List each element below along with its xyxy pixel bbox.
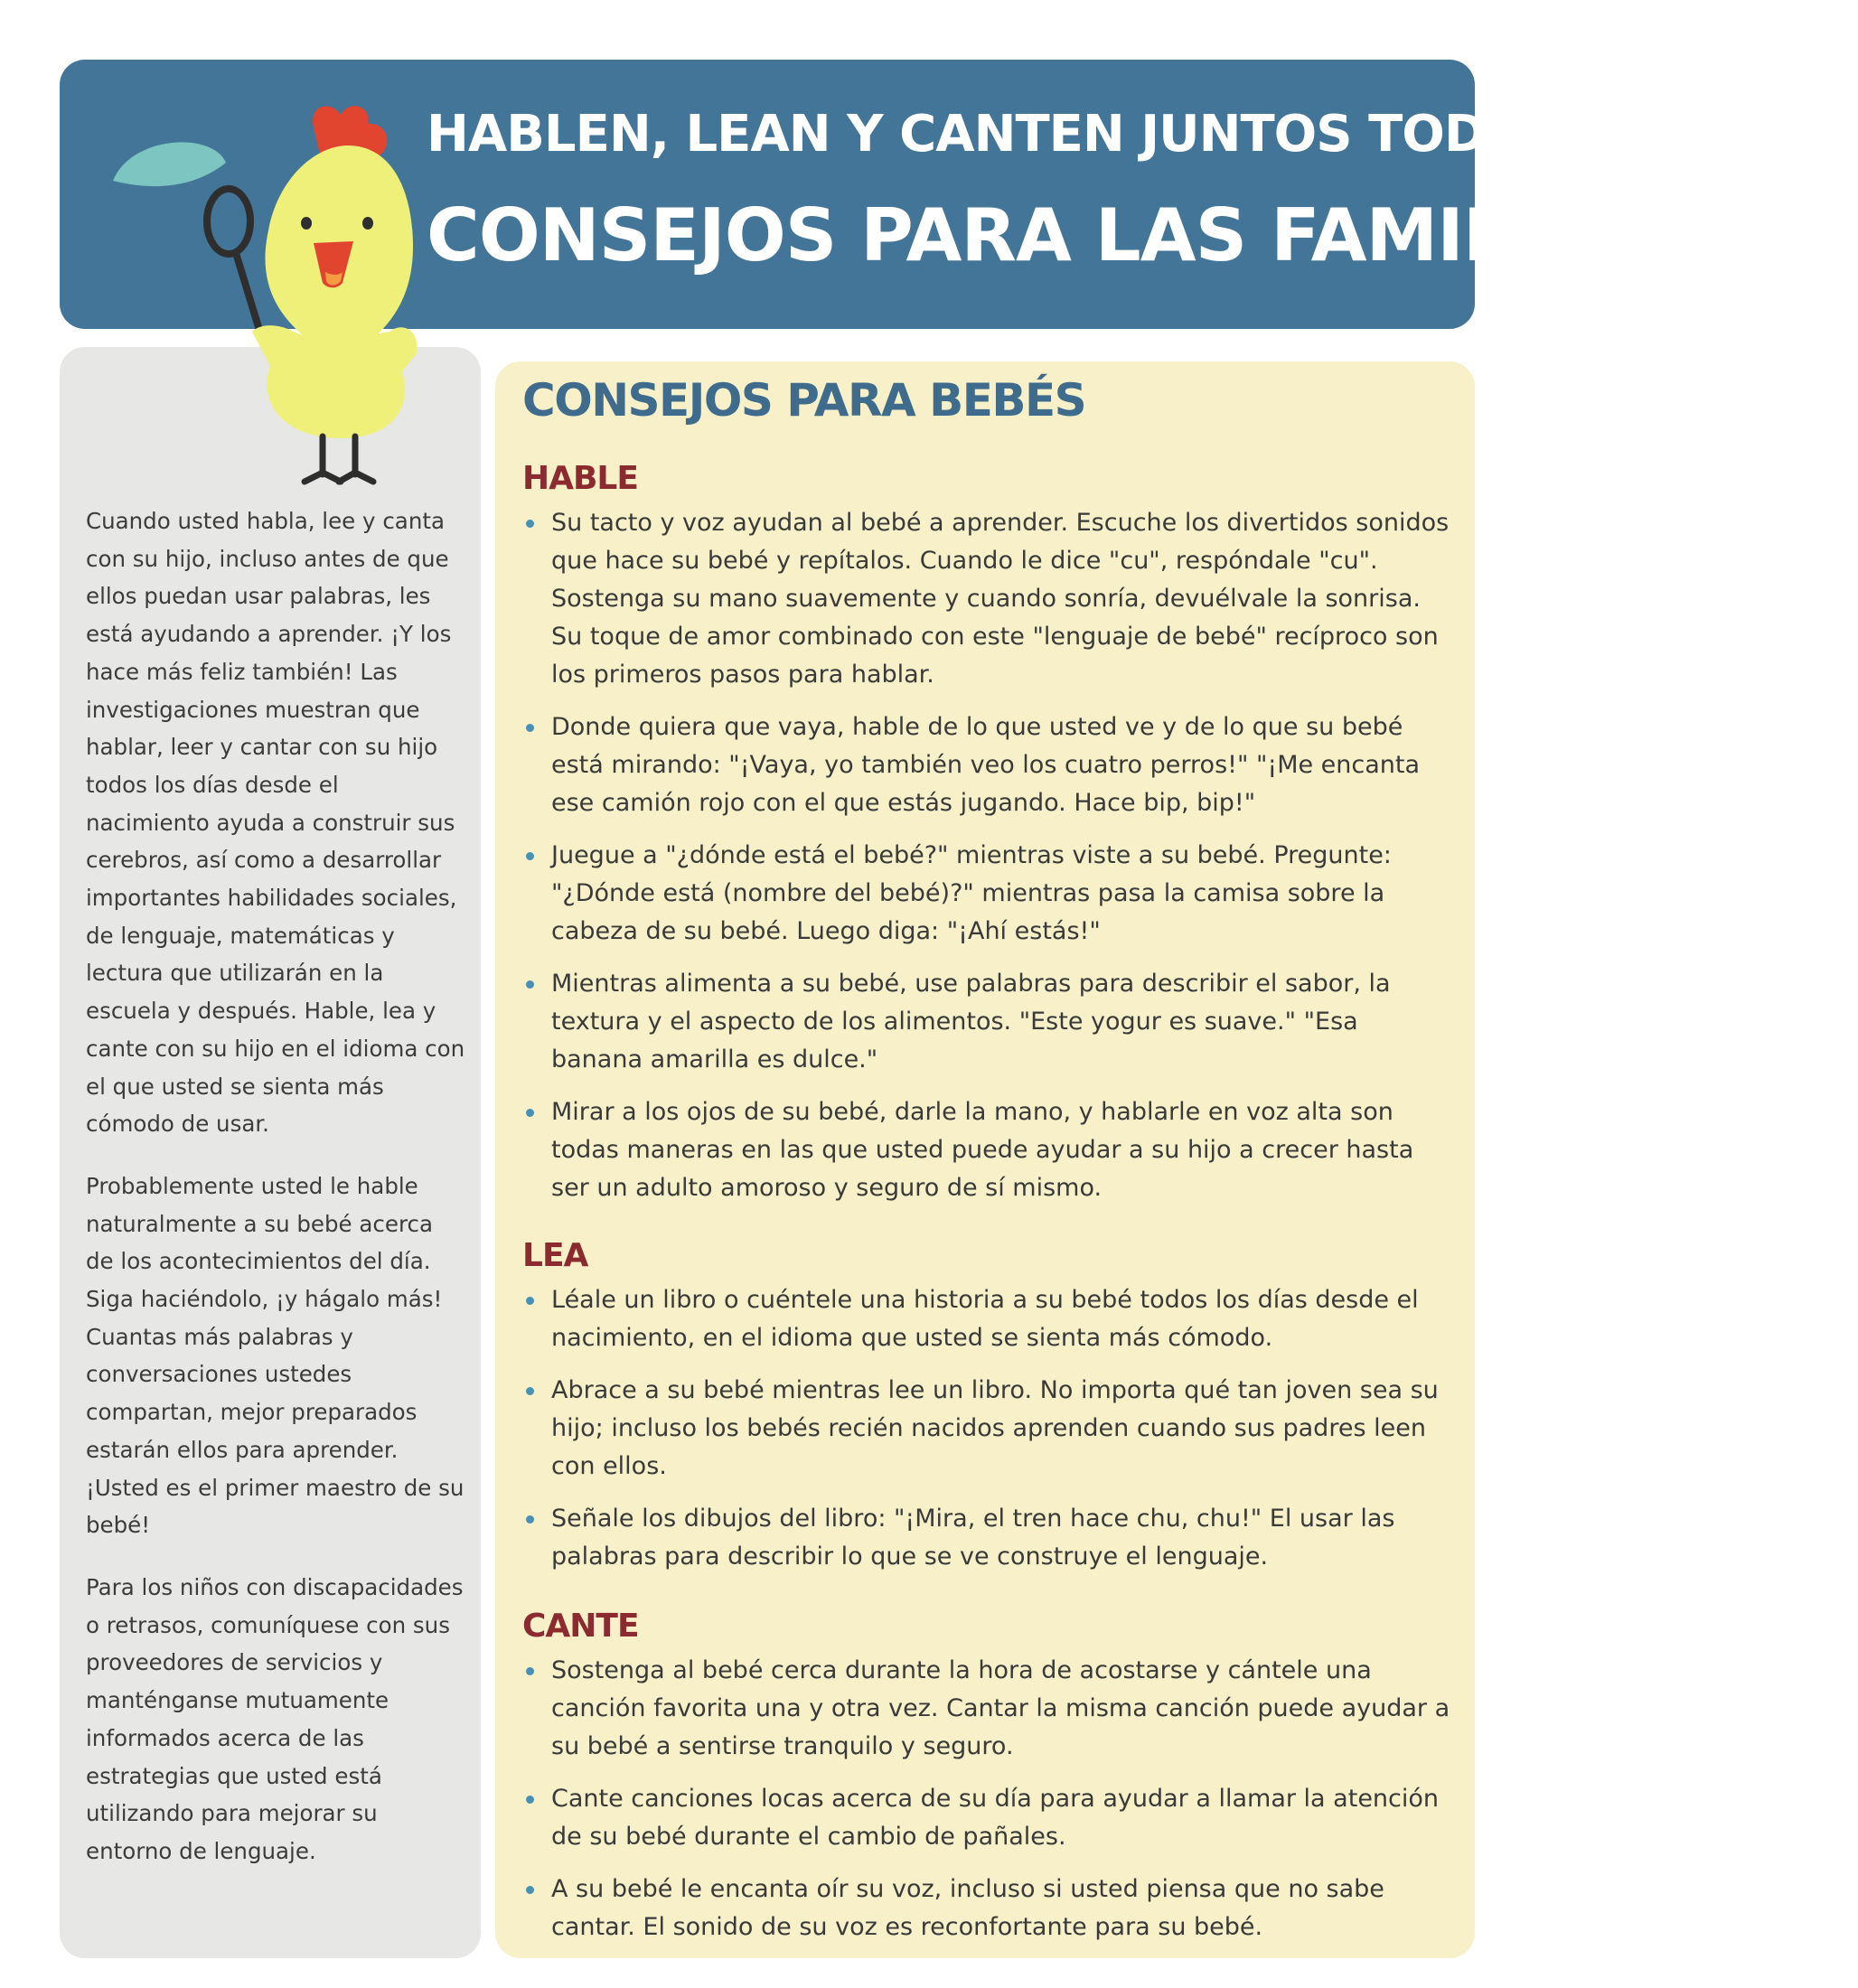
tip-item: Abrace a su bebé mientras lee un libro. No importa qué tan joven sea su hijo; incluso los bebés recién nacidos aprenden cuando sus padres leen con ellos. <box>522 1372 1453 1486</box>
tip-list <box>522 1652 1453 1946</box>
tip-item: A su bebé le encanta oír su voz, incluso si usted piensa que no sabe cantar. El sonido de su voz es reconfortante para su bebé. <box>522 1871 1453 1946</box>
sidebar-paragraph: Probablemente usted le hable naturalmente a su bebé acerca de los acontecimientos del día. Siga haciéndolo, ¡y hágalo más! Cuantas más palabras y conversaciones ustedes compartan, mejor preparados estarán ellos para aprender. ¡Usted es el primer maestro de su bebé! <box>86 1172 464 1539</box>
tip-item: Mientras alimenta a su bebé, use palabras para describir el sabor, la textura y el aspecto de los alimentos. "Este yogur es suave." "Esa banana amarilla es dulce." <box>522 965 1453 1079</box>
tip-item: Señale los dibujos del libro: "¡Mira, el tren hace chu, chu!" El usar las palabras para describir lo que se ve construye el lenguaje. <box>522 1500 1453 1576</box>
sidebar-text <box>86 502 465 1895</box>
section-heading: LEA <box>522 1237 588 1274</box>
tip-item: Juegue a "¿dónde está el bebé?" mientras viste a su bebé. Pregunte: "¿Dónde está (nombre del bebé)?" mientras pasa la camisa sobre la cabeza de su bebé. Luego diga: "¡Ahí estás!" <box>522 837 1453 951</box>
section-hable <box>522 457 1453 1222</box>
sidebar-panel <box>60 347 481 1958</box>
section-cante <box>522 1605 1453 1961</box>
tip-item: Léale un libro o cuéntele una historia a su bebé todos los días desde el nacimiento, en el idioma que usted se sienta más cómodo. <box>522 1281 1453 1357</box>
tip-item: Donde quiera que vaya, hable de lo que usted ve y de lo que su bebé está mirando: "¡Vaya, yo también veo los cuatro perros!" "¡Me encanta ese camión rojo con el que estás jugando. Hace bip, bip!" <box>522 708 1453 822</box>
header-title-line2: CONSEJOS PARA LAS FAMILIAS <box>427 193 1641 277</box>
tip-item: Su tacto y voz ayudan al bebé a aprender. Escuche los divertidos sonidos que hace su bebé y repítalos. Cuando le dice "cu", respóndale "cu". Sostenga su mano suavemente y cuando sonría, devuélvale la sonrisa. Su toque de amor combinado con este "lenguaje de bebé" recíproco son los primeros pasos para hablar. <box>522 504 1453 694</box>
header-title-line1: HABLEN, LEAN Y CANTEN JUNTOS TODOS LOS DÍAS! <box>427 105 1858 164</box>
tip-item: Cante canciones locas acerca de su día para ayudar a llamar la atención de su bebé durante el cambio de pañales. <box>522 1780 1453 1856</box>
sidebar-paragraph: Para los niños con discapacidades o retrasos, comuníquese con sus proveedores de servicios y manténganse mutuamente informados acerca de las estrategias que usted está utilizando para mejorar su entorno de lenguaje. <box>86 1573 464 1864</box>
tip-list <box>522 504 1453 1207</box>
tip-list <box>522 1281 1453 1576</box>
section-heading: CANTE <box>522 1608 639 1645</box>
chick-legs <box>305 436 373 482</box>
bubble-wand-icon <box>113 142 262 339</box>
tips-panel <box>495 361 1475 1958</box>
chick-with-bubble-wand-icon <box>104 95 429 502</box>
section-heading: HABLE <box>522 460 638 497</box>
chick-body <box>252 145 418 438</box>
sidebar-paragraph: Cuando usted habla, lee y canta con su hijo, incluso antes de que ellos puedan usar palabras, les está ayudando a aprender. ¡Y los hace más feliz también! Las investigaciones muestran que hablar, leer y cantar con su hijo todos los días desde el nacimiento ayuda a construir sus cerebros, así como a desarrollar importantes habilidades sociales, de lenguaje, matemáticas y lectura que utilizarán en la escuela y después. Hable, lea y cante con su hijo en el idioma con el que usted se sienta más cómodo de usar. <box>86 508 465 1138</box>
tip-item: Mirar a los ojos de su bebé, darle la mano, y hablarle en voz alta son todas maneras en las que usted puede ayudar a su hijo a crecer hasta ser un adulto amoroso y seguro de sí mismo. <box>522 1093 1453 1207</box>
tips-title: CONSEJOS PARA BEBÉS <box>522 374 1086 427</box>
section-lea <box>522 1234 1453 1590</box>
tip-item: Sostenga al bebé cerca durante la hora de acostarse y cántele una canción favorita una y otra vez. Cantar la misma canción puede ayudar a su bebé a sentirse tranquilo y seguro. <box>522 1652 1453 1766</box>
